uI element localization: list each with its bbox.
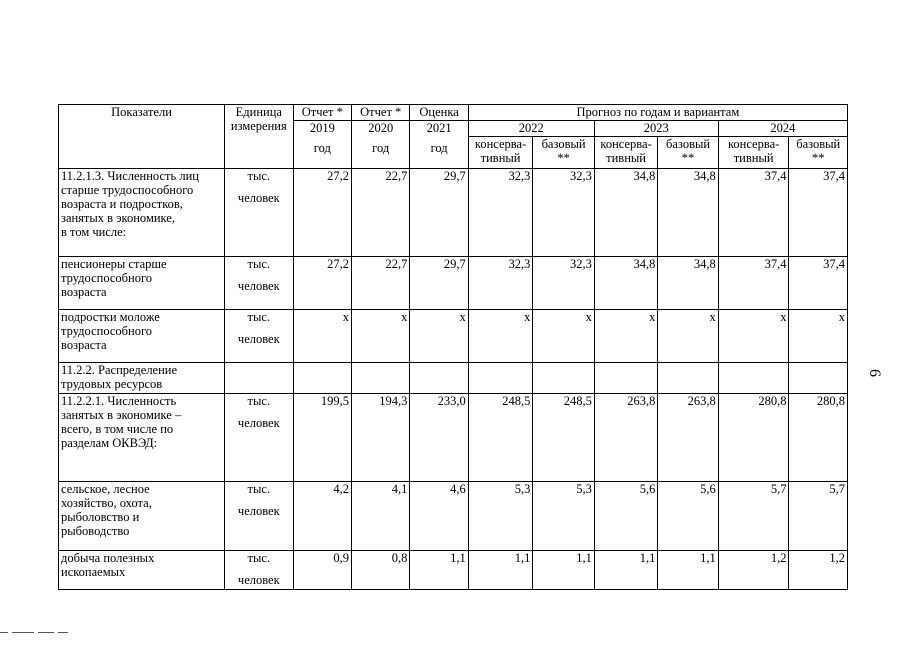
value-cell: 4,6 [410, 482, 468, 551]
row-unit-line: человек [237, 416, 280, 430]
row-label [59, 169, 225, 257]
header-year-2021-word: год [430, 141, 448, 155]
value-cell [658, 363, 718, 394]
value-cell: 263,8 [594, 394, 658, 482]
value-cell: 194,3 [352, 394, 410, 482]
header-report-2019: Отчет * [293, 105, 351, 121]
row-unit [224, 257, 293, 310]
header-unit-line2: измерения [230, 119, 287, 133]
header-base-line1: базовый [541, 137, 586, 151]
value-cell: 248,5 [533, 394, 594, 482]
value-cell: 32,3 [533, 257, 594, 310]
value-cell: x [718, 310, 789, 363]
header-base-line2: ** [557, 151, 570, 165]
header-base-2022 [533, 137, 594, 169]
row-label-line: возраста [61, 338, 107, 352]
row-label-line: пенсионеры старше [61, 257, 167, 271]
row-label-line: трудоспособного [61, 271, 153, 285]
header-base-2024 [789, 137, 848, 169]
row-unit-line: человек [237, 332, 280, 346]
header-conservative-2024 [718, 137, 789, 169]
row-unit-line: тыс. [247, 310, 271, 324]
page-number: 6 [866, 369, 883, 377]
value-cell: 1,1 [468, 551, 533, 590]
header-year-2020-word: год [372, 141, 390, 155]
header-unit-line1: Единица [235, 105, 282, 119]
table-row [59, 482, 848, 551]
value-cell: 34,8 [594, 169, 658, 257]
value-cell [468, 363, 533, 394]
header-forecast-2023: 2023 [594, 121, 718, 137]
value-cell [789, 363, 848, 394]
header-conservative-line1: консерва- [474, 137, 527, 151]
row-label [59, 482, 225, 551]
value-cell: 280,8 [789, 394, 848, 482]
value-cell: 32,3 [533, 169, 594, 257]
value-cell: 29,7 [410, 169, 468, 257]
value-cell: 1,1 [658, 551, 718, 590]
row-label [59, 310, 225, 363]
value-cell: 280,8 [718, 394, 789, 482]
row-label-line: ископаемых [61, 565, 126, 579]
value-cell: x [352, 310, 410, 363]
value-cell: 22,7 [352, 169, 410, 257]
header-conservative-line2: тивный [733, 151, 774, 165]
value-cell: 22,7 [352, 257, 410, 310]
header-conservative-2022 [468, 137, 533, 169]
header-year-2020-number: 2020 [368, 121, 394, 135]
header-estimate: Оценка [410, 105, 468, 121]
row-unit [224, 363, 293, 394]
header-year-2020 [352, 121, 410, 169]
row-unit-line: тыс. [247, 169, 271, 183]
row-label-line: 11.2.2. Распределение [61, 363, 178, 377]
value-cell: 29,7 [410, 257, 468, 310]
value-cell: 1,1 [594, 551, 658, 590]
forecast-table [58, 104, 848, 590]
value-cell: x [468, 310, 533, 363]
row-unit-line: человек [237, 504, 280, 518]
value-cell: 27,2 [293, 169, 351, 257]
value-cell: 4,2 [293, 482, 351, 551]
header-base-line1: базовый [796, 137, 841, 151]
header-year-2019-word: год [313, 141, 331, 155]
header-base-line2: ** [681, 151, 695, 165]
header-report-2020: Отчет * [352, 105, 410, 121]
value-cell: 1,1 [533, 551, 594, 590]
value-cell: 263,8 [658, 394, 718, 482]
header-row-1 [59, 105, 848, 121]
row-label-line: возраста [61, 285, 107, 299]
row-unit-line: тыс. [247, 257, 271, 271]
header-conservative-line1: консерва- [727, 137, 780, 151]
value-cell: x [410, 310, 468, 363]
header-indicators: Показатели [59, 105, 225, 169]
row-unit-line: человек [237, 191, 280, 205]
row-unit [224, 394, 293, 482]
value-cell: 1,1 [410, 551, 468, 590]
row-unit [224, 482, 293, 551]
value-cell: 5,6 [594, 482, 658, 551]
table-row [59, 169, 848, 257]
row-label [59, 257, 225, 310]
header-conservative-line2: тивный [606, 151, 646, 165]
row-unit-line: тыс. [247, 482, 271, 496]
value-cell: 1,2 [718, 551, 789, 590]
value-cell: 5,6 [658, 482, 718, 551]
row-label [59, 363, 225, 394]
value-cell: 27,2 [293, 257, 351, 310]
header-forecast-2024: 2024 [718, 121, 847, 137]
value-cell: x [594, 310, 658, 363]
value-cell [352, 363, 410, 394]
row-label-line: добыча полезных [61, 551, 155, 565]
value-cell: 37,4 [718, 169, 789, 257]
value-cell [594, 363, 658, 394]
row-label-line: трудоспособного [61, 324, 153, 338]
row-unit-line: тыс. [247, 551, 271, 565]
value-cell: 32,3 [468, 257, 533, 310]
value-cell: 37,4 [789, 169, 848, 257]
row-unit-line: человек [237, 573, 280, 587]
header-unit [224, 105, 293, 169]
value-cell: x [293, 310, 351, 363]
row-label [59, 551, 225, 590]
row-label-line: подростки моложе [61, 310, 160, 324]
value-cell: 5,7 [789, 482, 848, 551]
value-cell: 0,9 [293, 551, 351, 590]
scan-artifact [0, 632, 80, 636]
header-year-2021-number: 2021 [426, 121, 452, 135]
row-unit [224, 551, 293, 590]
table-row [59, 363, 848, 394]
value-cell: x [658, 310, 718, 363]
value-cell: 37,4 [718, 257, 789, 310]
row-label-line: занятых в экономике, [61, 211, 175, 225]
value-cell: 34,8 [658, 257, 718, 310]
value-cell: 32,3 [468, 169, 533, 257]
value-cell: x [533, 310, 594, 363]
header-conservative-2023 [594, 137, 658, 169]
value-cell: 199,5 [293, 394, 351, 482]
value-cell: 5,7 [718, 482, 789, 551]
header-year-2019-number: 2019 [309, 121, 335, 135]
value-cell: x [789, 310, 848, 363]
value-cell: 34,8 [594, 257, 658, 310]
value-cell [410, 363, 468, 394]
row-label-line: занятых в экономике – [61, 408, 182, 422]
value-cell: 5,3 [468, 482, 533, 551]
row-label-line: рыболовство и [61, 510, 140, 524]
value-cell: 0,8 [352, 551, 410, 590]
row-label-line: старше трудоспособного [61, 183, 194, 197]
value-cell: 1,2 [789, 551, 848, 590]
row-label [59, 394, 225, 482]
header-forecast: Прогноз по годам и вариантам [468, 105, 847, 121]
header-conservative-line1: консерва- [600, 137, 652, 151]
value-cell: 37,4 [789, 257, 848, 310]
row-label-line: 11.2.2.1. Численность [61, 394, 177, 408]
row-label-line: возраста и подростков, [61, 197, 183, 211]
header-base-line1: базовый [666, 137, 711, 151]
table-row [59, 551, 848, 590]
row-label-line: в том числе: [61, 225, 127, 239]
row-unit [224, 169, 293, 257]
header-year-2021 [410, 121, 468, 169]
table-row [59, 394, 848, 482]
value-cell [293, 363, 351, 394]
row-label-line: всего, в том числе по [61, 422, 174, 436]
header-base-line2: ** [811, 151, 825, 165]
header-conservative-line2: тивный [480, 151, 521, 165]
row-label-line: хозяйство, охота, [61, 496, 152, 510]
value-cell: 4,1 [352, 482, 410, 551]
table-row [59, 257, 848, 310]
table-row [59, 310, 848, 363]
row-label-line: 11.2.1.3. Численность лиц [61, 169, 199, 183]
value-cell: 248,5 [468, 394, 533, 482]
row-unit [224, 310, 293, 363]
value-cell [533, 363, 594, 394]
row-label-line: трудовых ресурсов [61, 377, 163, 391]
value-cell: 233,0 [410, 394, 468, 482]
row-unit-line: тыс. [247, 394, 271, 408]
row-label-line: разделам ОКВЭД: [61, 436, 158, 450]
header-year-2019 [293, 121, 351, 169]
value-cell: 5,3 [533, 482, 594, 551]
row-label-line: рыбоводство [61, 524, 130, 538]
value-cell [718, 363, 789, 394]
header-base-2023 [658, 137, 718, 169]
row-label-line: сельское, лесное [61, 482, 150, 496]
row-unit-line: человек [237, 279, 280, 293]
value-cell: 34,8 [658, 169, 718, 257]
header-forecast-2022: 2022 [468, 121, 594, 137]
